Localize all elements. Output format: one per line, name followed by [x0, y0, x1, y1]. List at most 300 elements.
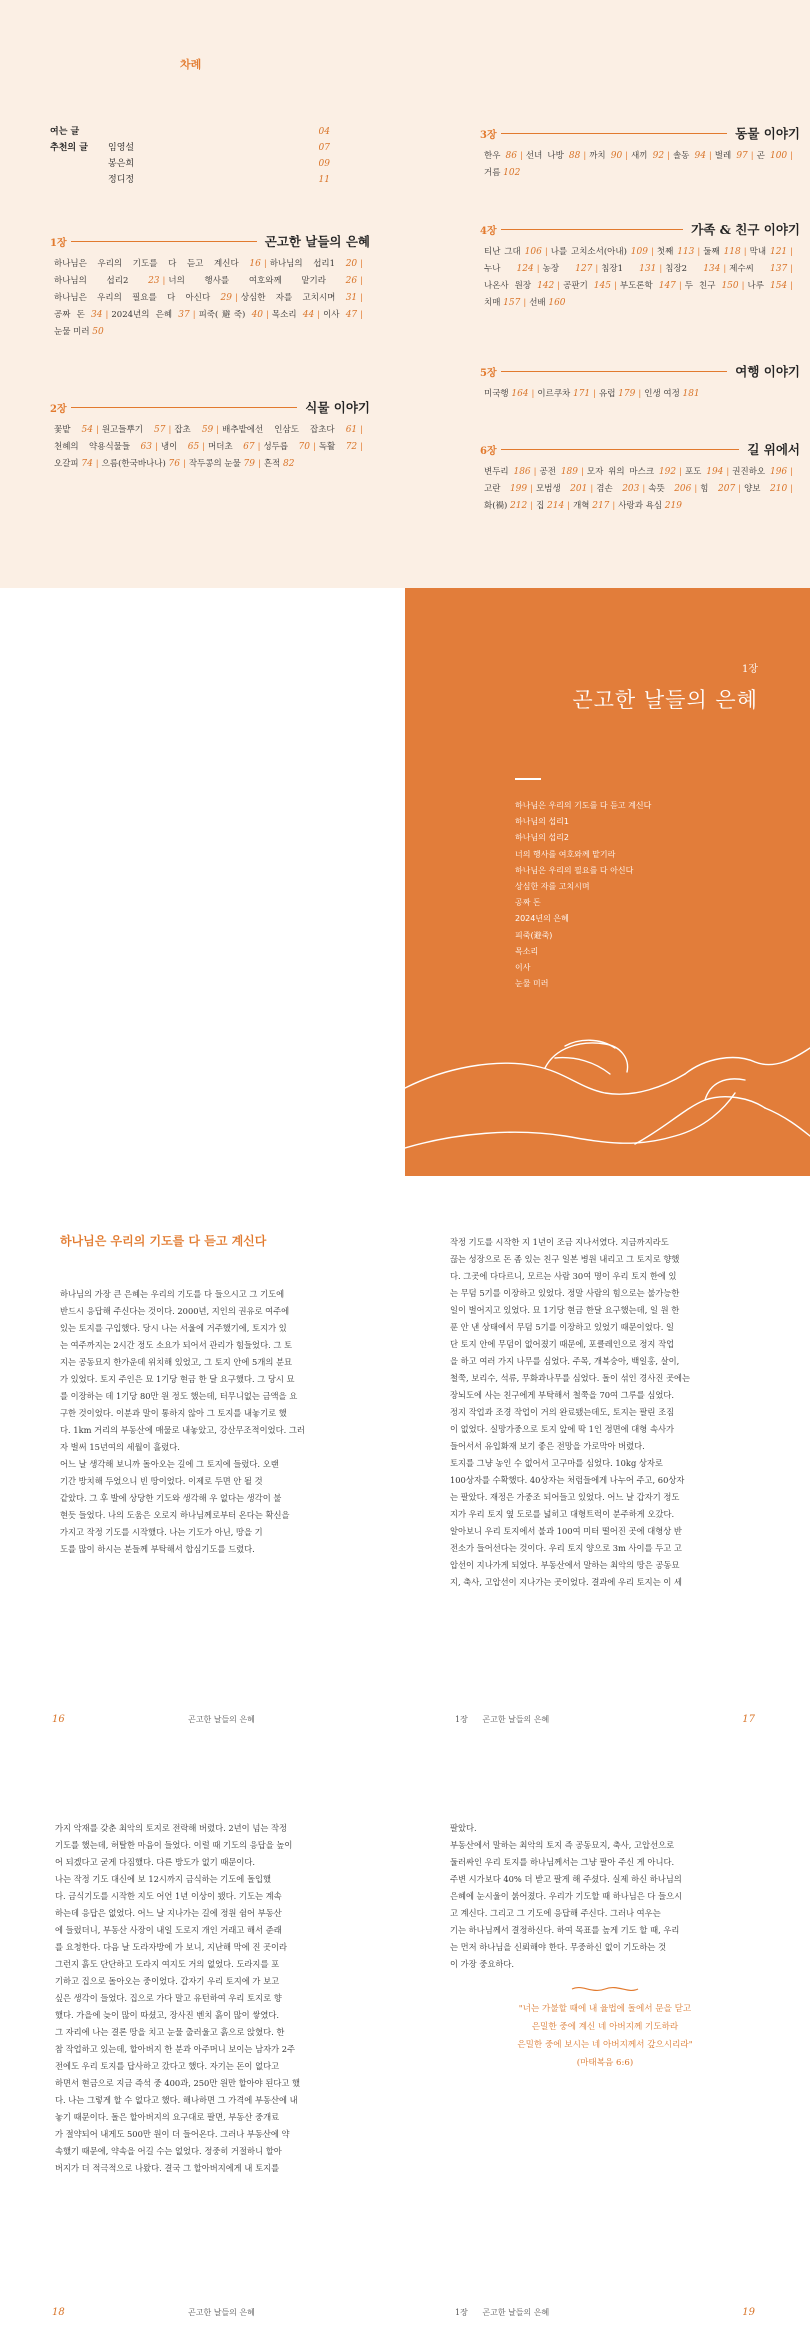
toc-entry[interactable] — [587, 467, 676, 477]
toc-entry-title: 미국행 — [484, 389, 509, 399]
toc-entry-title: 벌레 — [714, 151, 732, 161]
chapter-opener-spread — [0, 588, 810, 1176]
toc-entry-page: 219 — [664, 501, 682, 511]
toc-entry-page: 72 — [345, 442, 358, 452]
toc-entry[interactable] — [199, 310, 263, 320]
toc-entry-title: 작두콩의 눈물 — [188, 459, 241, 469]
page-19-body: 팔았다. 부동산에서 말하는 최악의 토지 즉 공동묘지, 축사, 고압선으로 둘러싸인 우리 토지를 하나님께서는 그냥 팔아 주신 게 아니다. 주변 시가보다 40% 더 받고 팔게 해 주셨다. 실제 하신 하나님의 은혜에 눈시울이 붉어졌다. 우리가 기도할 때 하나님은 다 들으시 고 계신다. 그리고 그 기도에 응답해 주신다. 그러나 여우는 기는 하나님께서 결정하신다. 하여 목표를 높게 기도 할 때, 우리 는 먼저 하나님을 신뢰해야 한다. 무중하신 없이 기도하는 것 이 가장 중요하다. — [450, 1823, 683, 1969]
toc-entry-page: 97 — [736, 151, 748, 161]
page-number: 17 — [742, 1714, 755, 1725]
spread-pages-18-19 — [0, 1762, 810, 2348]
toc-entry-title: 나를 고치소서(아내) — [550, 247, 627, 257]
toc-entry[interactable] — [319, 442, 357, 452]
toc-entry-page: 171 — [572, 389, 591, 399]
toc-separator: | — [360, 425, 364, 435]
toc-entry-page: 86 — [505, 151, 517, 161]
toc-chapter-entries — [480, 148, 800, 182]
toc-entry-title: 선배 — [529, 298, 546, 308]
toc-chapter-heading — [50, 398, 370, 416]
toc-entry[interactable] — [529, 298, 565, 308]
toc-chapter-rule — [501, 229, 684, 230]
toc-entry[interactable] — [757, 151, 788, 161]
toc-entry-page: 186 — [513, 467, 531, 477]
toc-entry-title: 나루 — [747, 281, 764, 291]
opener-section-item: 목소리 — [515, 946, 539, 956]
toc-separator: | — [667, 151, 670, 161]
toc-chapter — [480, 220, 800, 312]
toc-entry-page: 106 — [524, 247, 542, 257]
toc-separator: | — [595, 264, 599, 274]
toc-entry-title: 오갈피 — [54, 459, 79, 469]
toc-entry[interactable] — [102, 425, 166, 435]
toc-entry-title: 배추밭에선 인삼도 잡초다 — [222, 425, 335, 435]
toc-entry[interactable] — [484, 389, 529, 399]
toc-separator: | — [533, 467, 537, 477]
toc-entry-title: 고란 — [484, 484, 501, 494]
toc-chapter-number: 3장 — [480, 129, 497, 141]
toc-separator: | — [790, 467, 794, 477]
toc-separator: | — [523, 298, 527, 308]
toc-entry-title: 성두릅 — [263, 442, 289, 452]
toc-chapter-entries — [480, 244, 800, 312]
toc-entry-page: 121 — [769, 247, 788, 257]
quote-line: "너는 가불할 때에 내 율법에 돌에서 문을 닫고 — [518, 2004, 692, 2014]
toc-entry[interactable] — [168, 276, 357, 286]
toc-entry[interactable] — [732, 467, 787, 477]
toc-entry[interactable] — [54, 310, 103, 320]
toc-entry-title: 선녀 나방 — [525, 151, 564, 161]
toc-entry[interactable] — [54, 327, 104, 337]
toc-entry-page: 26 — [345, 276, 358, 286]
toc-entry[interactable] — [620, 281, 676, 291]
toc-separator: | — [694, 484, 698, 494]
toc-entry[interactable] — [563, 281, 611, 291]
toc-entry-page: 210 — [770, 484, 788, 494]
toc-chapter-number: 4장 — [480, 225, 497, 237]
toc-chapter-number: 2장 — [50, 403, 67, 415]
toc-chapter-name: 곤고한 날들의 은혜 — [264, 234, 370, 249]
opener-section-item: 하나님은 우리의 기도를 다 듣고 계신다 — [515, 801, 652, 810]
toc-separator: | — [638, 389, 642, 399]
toc-separator: | — [557, 281, 561, 291]
toc-entry[interactable] — [601, 264, 656, 274]
toc-entry-page: 70 — [298, 442, 310, 452]
toc-entry-title: 제수씨 — [729, 264, 754, 274]
toc-entry[interactable] — [484, 151, 517, 161]
toc-entry[interactable] — [54, 293, 232, 303]
toc-entry-page: 82 — [282, 459, 295, 469]
toc-separator: | — [790, 151, 794, 161]
toc-entry-title: 하나님의 섭리1 — [269, 259, 336, 269]
toc-entry[interactable] — [484, 264, 534, 274]
toc-separator: | — [741, 281, 745, 291]
toc-entry-title: 양보 — [744, 484, 761, 494]
toc-entry-page: 203 — [622, 484, 640, 494]
opener-section-item: 공짜 돈 — [515, 898, 541, 908]
toc-chapter-rule — [71, 241, 257, 242]
toc-separator: | — [593, 389, 597, 399]
toc-entry-page: 189 — [560, 467, 579, 477]
toc-entry[interactable] — [54, 442, 152, 452]
toc-separator: | — [95, 425, 99, 435]
toc-separator: | — [679, 467, 682, 477]
page-17-folio — [455, 1714, 755, 1725]
page-number: 19 — [742, 2307, 755, 2318]
toc-entry-title: 냉이 — [160, 442, 178, 452]
toc-entry-page: 113 — [677, 247, 695, 257]
opener-section-item: 너의 행사를 여호와께 맡기라 — [515, 849, 616, 859]
toc-chapter — [480, 440, 800, 515]
toc-chapter-entries — [50, 256, 370, 341]
embracing-hands-illustration — [405, 588, 810, 1176]
toc-separator: | — [266, 310, 269, 320]
toc-entry[interactable] — [631, 151, 664, 161]
toc-separator: | — [708, 151, 712, 161]
toc-chapter-heading — [480, 124, 800, 142]
toc-chapter-rule — [501, 371, 728, 372]
toc-entry[interactable] — [665, 264, 720, 274]
toc-entry-page: 124 — [516, 264, 534, 274]
toc-separator: | — [312, 442, 316, 452]
toc-chapter-entries — [480, 464, 800, 515]
toc-separator: | — [317, 310, 321, 320]
toc-entry[interactable] — [111, 310, 189, 320]
toc-entry-page: 20 — [345, 259, 358, 269]
toc-entry-page: 206 — [674, 484, 692, 494]
toc-separator: | — [723, 264, 727, 274]
front-page: 07 — [318, 143, 330, 153]
toc-entry[interactable] — [715, 151, 748, 161]
front-page: 11 — [318, 175, 330, 185]
toc-separator: | — [531, 389, 535, 399]
toc-entry-page: 65 — [187, 442, 200, 452]
toc-entry-title: 첫째 — [656, 247, 674, 257]
toc-entry[interactable] — [700, 484, 735, 494]
toc-entry-page: 76 — [168, 459, 180, 469]
toc-entry-page: 137 — [770, 264, 788, 274]
toc-entry[interactable] — [537, 389, 590, 399]
toc-entry-title: 누나 — [484, 264, 501, 274]
toc-entry-page: 54 — [81, 425, 93, 435]
toc-title: 차례 — [180, 58, 202, 71]
toc-entry-title: 두 친구 — [684, 281, 716, 291]
opener-chapter-number: 1장 — [741, 664, 758, 675]
toc-entry-title: 으름(한국바나나) — [101, 459, 166, 469]
chapter-opener-page — [405, 588, 810, 1176]
toc-entry-title: 이르쿠차 — [537, 389, 571, 399]
toc-separator: | — [750, 151, 754, 161]
toc-entry-title: 2024년의 은혜 — [111, 310, 173, 320]
toc-separator: | — [234, 293, 238, 303]
toc-entry-title: 하나님은 우리의 기도를 다 듣고 계신다 — [54, 259, 239, 269]
toc-entry-page: 23 — [148, 276, 160, 286]
toc-entry[interactable] — [673, 151, 706, 161]
toc-separator: | — [216, 425, 220, 435]
opener-section-item: 눈물 미러 — [515, 979, 549, 989]
toc-entry[interactable] — [685, 467, 723, 477]
toc-entry-title: 곤 — [756, 151, 765, 161]
toc-entry-page: 50 — [92, 327, 104, 337]
toc-entry-page: 150 — [721, 281, 739, 291]
toc-entry-page: 179 — [618, 389, 636, 399]
front-page: 04 — [318, 127, 330, 137]
toc-entry-title: 침장1 — [601, 264, 624, 274]
toc-separator: | — [536, 264, 540, 274]
toc-separator: | — [105, 310, 109, 320]
toc-entry[interactable] — [484, 501, 527, 511]
toc-entry[interactable] — [618, 501, 682, 511]
toc-chapter — [50, 398, 370, 473]
scripture-quote — [455, 2000, 755, 2072]
toc-chapter-heading — [480, 220, 800, 238]
toc-chapter-number: 6장 — [480, 445, 497, 457]
toc-entry-title: 인생 여정 — [644, 389, 680, 399]
toc-entry[interactable] — [102, 459, 180, 469]
toc-separator: | — [182, 459, 186, 469]
toc-separator: | — [642, 484, 646, 494]
toc-entry[interactable] — [241, 293, 357, 303]
toc-separator: | — [567, 501, 571, 511]
toc-chapter-entries — [480, 386, 800, 403]
toc-entry-title: 잡초 — [174, 425, 191, 435]
toc-entry-page: 102 — [503, 168, 521, 178]
front-matter-item — [50, 140, 330, 156]
toc-entry-title: 침장2 — [665, 264, 688, 274]
toc-entry-title: 하나님은 우리의 필요를 다 아신다 — [54, 293, 211, 303]
toc-entry-title: 하나님의 섭리2 — [54, 276, 129, 286]
toc-separator: | — [162, 276, 166, 286]
toc-chapter-rule — [501, 133, 728, 134]
toc-entry-page: 181 — [682, 389, 700, 399]
toc-entry-page: 201 — [570, 484, 588, 494]
toc-entry[interactable] — [484, 168, 520, 178]
toc-chapter-name: 여행 이야기 — [735, 364, 800, 379]
front-label: 추천의 글 — [50, 143, 88, 153]
toc-entry[interactable] — [270, 259, 357, 269]
toc-entry-title: 꽃밭 — [54, 425, 71, 435]
toc-entry-page: 154 — [769, 281, 788, 291]
toc-chapter-rule — [501, 449, 740, 450]
toc-separator: | — [726, 467, 730, 477]
toc-entry-title: 공전 — [539, 467, 556, 477]
toc-entry-title: 머더초 — [208, 442, 233, 452]
toc-separator: | — [697, 247, 701, 257]
front-matter-item — [50, 124, 330, 140]
toc-entry[interactable] — [543, 264, 593, 274]
toc-entry[interactable] — [323, 310, 357, 320]
toc-entry-page: 118 — [723, 247, 741, 257]
toc-separator: | — [360, 293, 364, 303]
front-page: 09 — [318, 159, 330, 169]
toc-entry[interactable] — [703, 247, 741, 257]
toc-entry-page: 131 — [639, 264, 657, 274]
toc-entry-title: 사랑과 욕심 — [618, 501, 663, 511]
toc-entry-page: 31 — [345, 293, 358, 303]
running-head: 곤고한 날들의 은혜 — [188, 1715, 255, 1724]
toc-entry-title: 화(禍) — [484, 501, 508, 511]
toc-entry[interactable] — [744, 484, 787, 494]
toc-entry[interactable] — [54, 459, 93, 469]
front-name: 임영설 — [108, 143, 135, 153]
toc-entry[interactable] — [536, 501, 564, 511]
toc-separator: | — [583, 151, 587, 161]
toc-entry-page: 37 — [178, 310, 190, 320]
toc-entry[interactable] — [551, 247, 648, 257]
toc-entry-title: 권진하오 — [732, 467, 766, 477]
toc-entry-title: 공판기 — [563, 281, 588, 291]
toc-separator: | — [625, 151, 629, 161]
toc-separator: | — [360, 259, 364, 269]
toc-entry-page: 34 — [91, 310, 103, 320]
page-number: 18 — [52, 2307, 65, 2318]
toc-entry-page: 217 — [592, 501, 610, 511]
toc-entry[interactable] — [222, 425, 357, 435]
toc-entry[interactable] — [657, 247, 695, 257]
toc-entry[interactable] — [536, 484, 587, 494]
toc-entry[interactable] — [589, 151, 622, 161]
toc-entry[interactable] — [263, 442, 310, 452]
toc-entry[interactable] — [189, 459, 255, 469]
toc-entry-title: 모자 위의 마스크 — [586, 467, 655, 477]
toc-separator: | — [360, 310, 364, 320]
toc-entry[interactable] — [484, 484, 527, 494]
toc-entry[interactable] — [54, 425, 93, 435]
toc-entry[interactable] — [526, 151, 580, 161]
toc-separator: | — [659, 264, 663, 274]
opener-section-item: 하나님의 섭리2 — [515, 833, 570, 843]
toc-entry-page: 59 — [201, 425, 214, 435]
toc-separator: | — [202, 442, 206, 452]
toc-entry-title: 상심한 자를 고치시며 — [240, 293, 336, 303]
toc-entry-title: 공짜 돈 — [54, 310, 85, 320]
toc-separator: | — [168, 425, 172, 435]
toc-separator: | — [790, 247, 794, 257]
toc-entry[interactable] — [484, 247, 542, 257]
front-name: 정디정 — [108, 175, 135, 185]
toc-separator: | — [519, 151, 523, 161]
toc-entry[interactable] — [484, 281, 554, 291]
quote-reference: (마태복음 6:6) — [576, 2058, 634, 2068]
toc-entry-page: 44 — [302, 310, 315, 320]
toc-separator: | — [738, 484, 742, 494]
toc-entry-page: 160 — [548, 298, 566, 308]
running-head-chapter: 1장 — [455, 1715, 468, 1724]
toc-entry-page: 47 — [345, 310, 358, 320]
toc-chapter-entries — [50, 422, 370, 473]
toc-entry[interactable] — [208, 442, 255, 452]
toc-separator: | — [257, 459, 261, 469]
toc-entry-page: 194 — [706, 467, 724, 477]
toc-entry-page: 145 — [593, 281, 611, 291]
opener-section-item: 하나님은 우리의 필요를 다 아신다 — [515, 865, 634, 875]
toc-entry-title: 유럽 — [599, 389, 616, 399]
toc-separator: | — [360, 276, 363, 286]
toc-entry[interactable] — [161, 442, 199, 452]
toc-entry-page: 164 — [511, 389, 529, 399]
toc-entry-title: 집 — [536, 501, 545, 511]
toc-entry-title: 속뜻 — [648, 484, 665, 494]
toc-entry-title: 겸손 — [596, 484, 613, 494]
toc-entry-title: 독활 — [318, 442, 336, 452]
toc-entry-title: 천혜의 약용식물들 — [54, 442, 131, 452]
toc-entry-page: 16 — [249, 259, 261, 269]
page-18-body: 가지 악재를 갖춘 최악의 토지로 전락해 버렸다. 2년이 넘는 작정 기도를 했는데, 허탈한 마음이 들었다. 이럴 때 기도의 응답을 높이 어 되겠다고 굳게 다짐했다. 다른 방도가 없기 때문이다. 나는 작정 기도 대신에 보 12시까지 금식하는 기도에 돌입했 다. 금식기도를 시작한 지도 어언 1년 이상이 됐다. 기도는 계속 하는데 응답은 없었다. 어느 날 지나가는 길에 정원 쉼어 부동산 에 들렀더니, 부동산 사장이 내일 도로지 개인 거래고 해서 준래 를 요청한다. 다음 날 도라자방에 가 보니, 지난해 막에 진 곳이라 그런지 흙도 단단하고 도라지 여지도 거의 없었다. 도라지를 포 기하고 집으로 돌아오는 중이었다. 갑자기 우리 토지에 가 보고 싶은 생각이 들었다. 집으로 가다 말고 유턴하여 우리 토지로 향 했다. 가을에 늦이 많이 따셨고, 장사진 벤치 흙이 많이 쌓였다. 그 자리에 나는 결론 땅을 치고 눈물 출러울고 흙으로 앉혔다. 한 참 작업하고 있는데, 할아버지 한 분과 아주머니 보이는 남자가 2주 전에도 우리 토지를 답사하고 갔다고 했다. 자기는 돈이 없다고 하면서 현금으로 지금 즉석 중 400과, 250만 원만 할아야 된다고 했 다. 나는 그렇게 할 수 없다고 했다. 해나하면 그 가격에 부동산에 내 놓기 때문이다. 돌은 할아버지의 요구대로 팔면, 부동산 중개료 가 절약되어 내게도 500만 원이 더 들어온다. 그러나 부동산에 약 속했기 때문에, 약속을 어길 수는 없었다. 정중히 거절하니 할아 버지가 더 적극적으로 나왔다. 결국 그 할아버지에게 내 토지를 — [55, 1823, 301, 2173]
page-16-body: 하나님의 가장 큰 은혜는 우리의 기도를 다 들으시고 그 기도에 반드시 응답해 주신다는 것이다. 2000년, 지인의 권유로 여주에 있는 토지를 구입했다. 당시 나는 서울에 거주했기에, 토지가 있 는 여주까지는 2시간 정도 소요가 되어서 관리가 힘들었다. 그 토 지는 공동묘지 한가운데 위치해 있었고, 그 토지 안에 5개의 분묘 가 있었다. 토지 주인은 묘 1기당 현금 한 달 요구했다. 그 당시 묘 를 이장하는 데 1기당 80만 원 정도 했는데, 터무니없는 금액을 요 구한 것이었다. 이분과 말이 통하지 않아 그 토지를 내놓기로 했 다. 1km 거리의 부동산에 매물로 내놓았고, 강산무조적이었다. 그러 자 벌써 15년여의 세월이 흘렀다. 어느 날 생각해 보니까 돌아오는 길에 그 토지에 들렀다. 오랜 기간 방치해 두었으니 빈 땅이었다. 이제로 두면 안 될 것 같았다. 그 후 발에 상당한 기도와 생각해 우 없다는 생각이 불 현듯 들었다. 나의 도움은 오로지 하나님께로부터 온다는 확신을 가지고 작정 기도를 시작했다. 나는 기도가 아닌, 땅을 기 도를 많이 하시는 분들께 부탁해서 합심기도를 드렸다. — [60, 1289, 305, 1554]
toc-entry[interactable] — [748, 281, 788, 291]
toc-entry-title: 이사 — [323, 310, 340, 320]
toc-entry-title: 부도론학 — [619, 281, 653, 291]
toc-entry[interactable] — [54, 259, 261, 269]
toc-entry-title: 흔적 — [263, 459, 281, 469]
page-17-body: 작정 기도를 시작한 지 1년이 조금 지나서였다. 지금까지라도 끊는 성장으로 돈 좀 있는 친구 일본 병원 내리고 그 토지로 향했 다. 그곳에 다다르니, 모르는 사람 30여 명이 우리 토지 한에 있 는 무덤 5기를 이장하고 있었다. 정말 사람의 힘으로는 불가능한 일이 벌어지고 있었다. 묘 1기당 현금 한달 요구했는데, 일 원 한 푼 안 낸 상태에서 무덤 5기를 이장하고 있었기 때문이었다. 일 단 토지 안에 무덤이 없어졌기 때문에, 포클레인으로 정지 작업 을 하고 여러 가지 나무를 심었다. 주목, 개복숭아, 백일홍, 살이, 철쭉, 보리수, 석류, 무화과나무를 심었다. 돌이 섞인 경사진 곳에는 장뇌도에 사는 친구에게 부탁해서 철쭉을 70여 그루를 심었다. 정지 작업과 조경 작업이 거의 완료됐는데도, 토지는 팔린 조짐 이 없었다. 실망가중으로 토지 앞에 딱 1인 정면에 대형 속사가 들어서서 유입화재 보기 좋은 전망을 가로막아 버렸다. 토지를 그냥 농인 수 없어서 고구마를 심었다. 10kg 상자로 100상자를 수확했다. 40상자는 처럼들에게 나누어 주고, 60상자 는 팔았다. 재정은 가중조 되어들고 있었다. 어느 날 갑자기 정도 지가 우리 토지 옆 도로를 넓히고 대형트럭이 분주하게 오갔다. 알아보니 우리 토지에서 불과 100여 미터 떨어진 곳에 대형상 반 전소가 들어선다는 것이다. 우리 토지 양으로 3m 사이를 두고 고 압선이 지나가게 되었다. 부동산에서 말하는 최악의 땅은 공동묘 지, 축사, 고압선이 지나가는 곳이었다. 결과에 우리 토지는 이 세 — [450, 1237, 691, 1587]
toc-entry-title: 눈물 미러 — [54, 327, 90, 337]
toc-entry-title: 모범생 — [536, 484, 561, 494]
toc-entry[interactable] — [648, 484, 691, 494]
toc-entry[interactable] — [174, 425, 213, 435]
toc-entry[interactable] — [750, 247, 788, 257]
running-head: 곤고한 날들의 은혜 — [482, 2308, 550, 2317]
toc-entry[interactable] — [264, 459, 295, 469]
toc-entry-title: 한우 — [484, 151, 501, 161]
front-matter-list — [50, 124, 330, 188]
toc-chapter-name: 가족 & 친구 이야기 — [691, 222, 800, 237]
toc-entry[interactable] — [599, 389, 635, 399]
toc-entry[interactable] — [685, 281, 739, 291]
toc-entry-page: 90 — [610, 151, 623, 161]
toc-spread — [0, 0, 810, 588]
toc-separator: | — [590, 484, 594, 494]
toc-entry-page: 127 — [575, 264, 593, 274]
toc-entry-title: 원고들뿌기 — [101, 425, 143, 435]
toc-entry[interactable] — [272, 310, 314, 320]
quote-ornament-icon — [570, 1984, 640, 1994]
toc-entry-page: 92 — [652, 151, 665, 161]
toc-separator: | — [790, 264, 794, 274]
front-matter-item — [50, 172, 330, 188]
toc-entry-title: 너의 행사를 여호와께 맡기라 — [168, 276, 326, 286]
running-head-chapter: 1장 — [455, 2308, 468, 2317]
toc-entry-page: 214 — [547, 501, 565, 511]
toc-entry[interactable] — [540, 467, 578, 477]
opener-section-item: 2024년의 은혜 — [515, 914, 569, 924]
toc-chapter — [480, 362, 800, 403]
toc-entry[interactable] — [573, 501, 609, 511]
toc-separator: | — [154, 442, 158, 452]
toc-separator: | — [257, 442, 261, 452]
section-title: 하나님은 우리의 기도를 다 듣고 계신다 — [60, 1234, 267, 1248]
running-head: 곤고한 날들의 은혜 — [482, 1715, 550, 1724]
toc-entry[interactable] — [596, 484, 639, 494]
toc-entry-page: 192 — [658, 467, 677, 477]
toc-entry-title: 둘째 — [703, 247, 720, 257]
front-label: 여는 글 — [50, 127, 80, 137]
toc-entry-page: 74 — [81, 459, 93, 469]
toc-entry-page: 199 — [509, 484, 528, 494]
toc-entry[interactable] — [644, 389, 699, 399]
toc-separator: | — [530, 484, 534, 494]
toc-entry[interactable] — [729, 264, 787, 274]
toc-separator: | — [192, 310, 196, 320]
toc-entry[interactable] — [484, 467, 531, 477]
toc-entry-page: 147 — [658, 281, 676, 291]
page-18-folio — [52, 2307, 255, 2318]
toc-separator: | — [263, 259, 267, 269]
toc-entry[interactable] — [54, 276, 160, 286]
toc-separator: | — [360, 442, 364, 452]
toc-entry[interactable] — [484, 298, 520, 308]
toc-entry-page: 134 — [703, 264, 721, 274]
quote-line: 은밀한 중에 보시는 네 아버지께서 갚으시리라" — [517, 2040, 693, 2050]
